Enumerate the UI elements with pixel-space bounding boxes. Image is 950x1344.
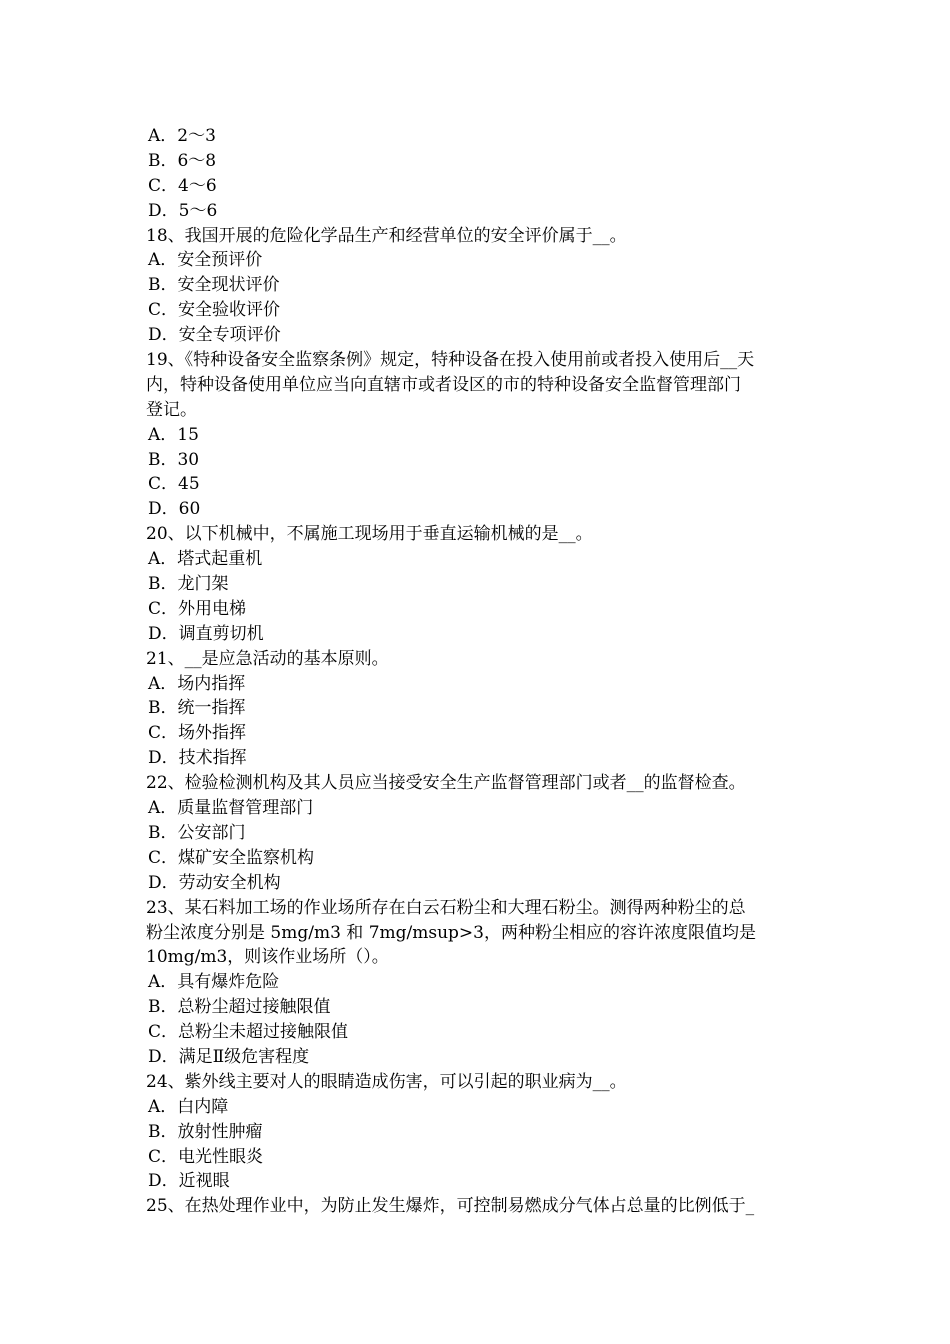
answer-option: B．公安部门 [148,822,246,843]
answer-option: B．放射性肿瘤 [148,1121,263,1142]
answer-option: A．具有爆炸危险 [148,972,280,993]
answer-option: A．白内障 [148,1096,229,1117]
question-text: 21、__是应急活动的基本原则。 [146,648,389,669]
answer-option: B．30 [148,449,200,470]
question-text: 10mg/m3，则该作业场所（）。 [146,947,389,968]
answer-option: B．总粉尘超过接触限值 [148,997,331,1018]
answer-option: C．4～6 [148,175,217,196]
answer-option: D．劳动安全机构 [148,872,281,893]
answer-option: D．技术指挥 [148,748,247,769]
answer-option: A．塔式起重机 [148,549,263,570]
answer-option: C．45 [148,474,200,495]
question-text: 登记。 [146,399,197,420]
answer-option: C．安全验收评价 [148,300,281,321]
answer-option: A．15 [148,424,199,445]
answer-option: D．调直剪切机 [148,623,264,644]
answer-option: B．安全现状评价 [148,275,280,296]
answer-option: B．6～8 [148,150,217,171]
question-text: 粉尘浓度分别是 5mg/m3 和 7mg/msup>3，两种粉尘相应的容许浓度限值均是 [146,922,756,943]
document-page [146,124,816,1219]
answer-option: A．场内指挥 [148,673,246,694]
answer-option: D．安全专项评价 [148,325,281,346]
answer-option: D．近视眼 [148,1171,230,1192]
question-text: 22、检验检测机构及其人员应当接受安全生产监督管理部门或者__的监督检查。 [146,773,746,794]
answer-option: B．统一指挥 [148,698,246,719]
answer-option: D．满足Ⅱ级危害程度 [148,1046,310,1067]
answer-option: C．场外指挥 [148,723,247,744]
answer-option: C．煤矿安全监察机构 [148,847,315,868]
question-text: 24、紫外线主要对人的眼睛造成伤害，可以引起的职业病为__。 [146,1071,627,1092]
question-text: 23、某石料加工场的作业场所存在白云石粉尘和大理石粉尘。测得两种粉尘的总 [146,897,746,918]
answer-option: A．安全预评价 [148,250,263,271]
question-text: 内，特种设备使用单位应当向直辖市或者设区的市的特种设备安全监督管理部门 [146,374,741,395]
answer-option: C．总粉尘未超过接触限值 [148,1022,349,1043]
answer-option: C．电光性眼炎 [148,1146,264,1167]
answer-option: A．质量监督管理部门 [148,798,314,819]
question-text: 20、以下机械中，不属施工现场用于垂直运输机械的是__。 [146,524,593,545]
question-text: 18、我国开展的危险化学品生产和经营单位的安全评价属于__。 [146,225,627,246]
answer-option: D．60 [148,499,201,520]
answer-option: D．5～6 [148,200,218,221]
question-text: 25、在热处理作业中，为防止发生爆炸，可控制易燃成分气体占总量的比例低于_ [146,1196,755,1217]
answer-option: C．外用电梯 [148,598,247,619]
answer-option: B．龙门架 [148,574,229,595]
answer-option: A．2～3 [148,126,216,146]
question-text: 19、《特种设备安全监察条例》规定，特种设备在投入使用前或者投入使用后__天 [146,350,755,371]
